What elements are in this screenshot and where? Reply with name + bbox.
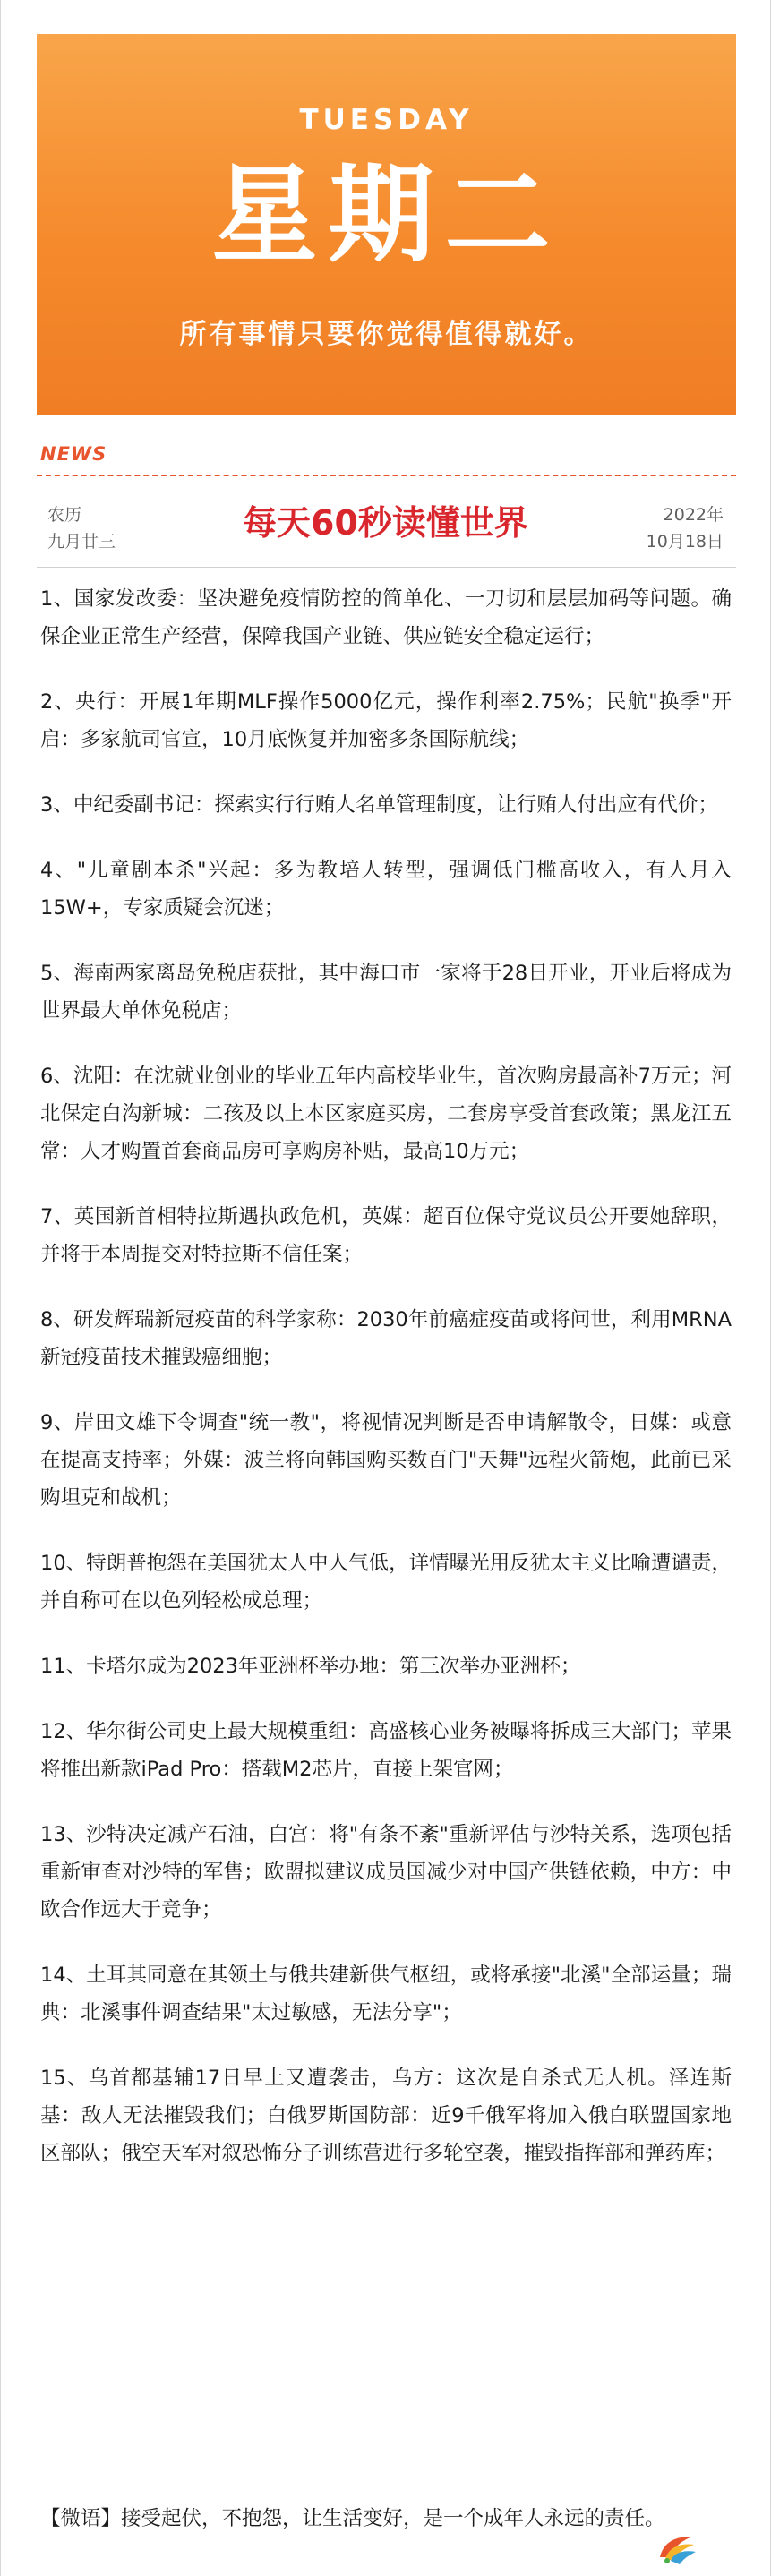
publish-date-year: 2022年 bbox=[663, 505, 724, 525]
news-item-3: 3、中纪委副书记：探索实行行贿人名单管理制度，让行贿人付出应有代价； bbox=[40, 793, 718, 817]
news-item-12: 12、华尔街公司史上最大规模重组：高盛核心业务被曝将拆成三大部门；苹果将推出新款iPad Pro：搭载M2芯片，直接上架官网； bbox=[40, 1720, 732, 1781]
banner-motto: 所有事情只要你觉得值得就好。 bbox=[179, 319, 594, 350]
publish-date-day: 10月18日 bbox=[646, 532, 724, 552]
news-item-5: 5、海南两家离岛免税店获批，其中海口市一家将于28日开业，开业后将成为世界最大单体免税店； bbox=[40, 962, 732, 1023]
weekday-english: TUESDAY bbox=[299, 104, 474, 136]
page-title: 每天60秒读懂世界 bbox=[243, 503, 528, 543]
news-item-9: 9、岸田文雄下令调查"统一教"，将视情况判断是否申请解散令，日媒：或意在提高支持率；外媒：波兰将向韩国购买数百门"天舞"远程火箭炮，此前已采购坦克和战机； bbox=[40, 1411, 732, 1510]
news-item-11: 11、卡塔尔成为2023年亚洲杯举办地：第三次举办亚洲杯； bbox=[40, 1655, 581, 1678]
lunar-date-label: 农历 bbox=[47, 505, 82, 525]
news-item-15: 15、乌首都基辅17日早上又遭袭击，乌方：这次是自杀式无人机。泽连斯基：敌人无法摧毁我们；白俄罗斯国防部：近9千俄军将加入俄白联盟国家地区部队；俄空天军对叙恐怖分子训练营进行多轮空袭，摧毁指挥部和弹药库； bbox=[40, 2067, 732, 2165]
news-item-13: 13、沙特决定减产石油，白宫：将"有条不紊"重新评估与沙特关系，选项包括重新审查对沙特的军售；欧盟拟建议成员国减少对中国产供链依赖，中方：中欧合作远大于竞争； bbox=[40, 1823, 732, 1921]
news-item-4: 4、"儿童剧本杀"兴起：多为教培人转型，强调低门槛高收入，有人月入15W+，专家质疑会沉迷； bbox=[40, 859, 732, 920]
news-item-14: 14、土耳其同意在其领土与俄共建新供气枢纽，或将承接"北溪"全部运量；瑞典：北溪事件调查结果"太过敏感，无法分享"； bbox=[40, 1964, 732, 2024]
news-item-1: 1、国家发改委：坚决避免疫情防控的简单化、一刀切和层层加码等问题。确保企业正常生产经营，保障我国产业链、供应链安全稳定运行； bbox=[40, 587, 732, 648]
news-item-6: 6、沈阳：在沈就业创业的毕业五年内高校毕业生，首次购房最高补7万元；河北保定白沟新城：二孩及以上本区家庭买房，二套房享受首套政策；黑龙江五常：人才购置首套商品房可享购房补贴，最高10万元； bbox=[40, 1065, 732, 1163]
header-divider-bottom bbox=[37, 567, 736, 568]
daily-quote bbox=[40, 2500, 732, 2537]
news-item-10: 10、特朗普抱怨在美国犹太人中人气低，详情曝光用反犹太主义比喻遭谴责，并自称可在以色列轻松成总理； bbox=[40, 1552, 732, 1613]
news-label: NEWS bbox=[40, 443, 107, 465]
publish-date bbox=[647, 501, 724, 555]
news-item-2: 2、央行：开展1年期MLF操作5000亿元，操作利率2.75%；民航"换季"开启：多家航司官宣，10月底恢复并加密多条国际航线； bbox=[40, 690, 732, 751]
news-item-8: 8、研发辉瑞新冠疫苗的科学家称：2030年前癌症疫苗或将问世，利用MRNA新冠疫苗技术摧毁癌细胞； bbox=[40, 1308, 732, 1369]
news-list bbox=[40, 580, 732, 2200]
daily-quote-text: 【微语】接受起伏，不抱怨，让生活变好，是一个成年人永远的责任。 bbox=[40, 2507, 665, 2530]
weekday-banner bbox=[37, 34, 736, 415]
colorful-flame-logo-icon bbox=[655, 2527, 699, 2566]
weekday-chinese: 星期二 bbox=[211, 153, 561, 277]
lunar-date-value: 九月廿三 bbox=[47, 532, 116, 552]
news-item-7: 7、英国新首相特拉斯遇执政危机，英媒：超百位保守党议员公开要她辞职，并将于本周提交对特拉斯不信任案； bbox=[40, 1205, 732, 1266]
header-divider-top bbox=[37, 475, 736, 476]
